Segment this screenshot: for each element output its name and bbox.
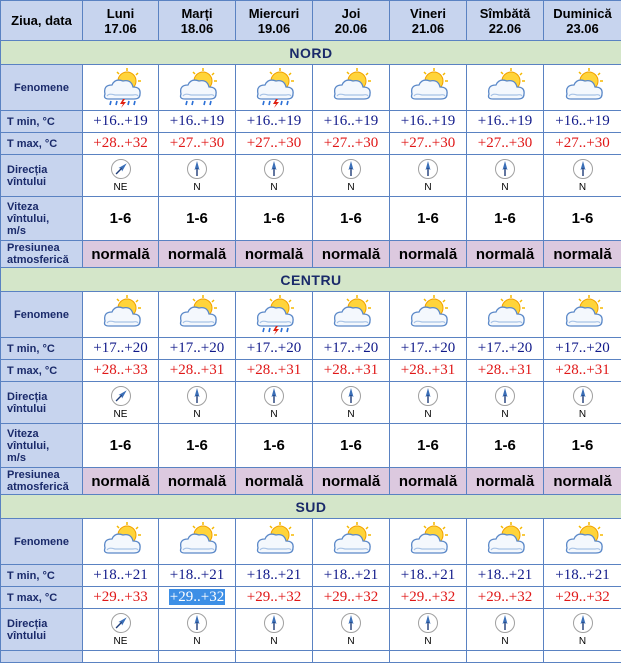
label-line: Direcția (7, 391, 47, 403)
tmin-cell: +18..+21 (467, 565, 544, 587)
cloud-sun-rain-storm-icon (97, 68, 145, 108)
tmin-cell: +18..+21 (544, 565, 621, 587)
wind-speed-cell: 1-6 (390, 424, 467, 468)
tmin-cell: +18..+21 (236, 565, 313, 587)
header-day: Duminică 23.06 (544, 1, 621, 41)
section-header-row (1, 495, 621, 519)
wind-direction-compass-icon (494, 612, 516, 634)
tmin-row (1, 565, 621, 587)
pressure-cell: normală (159, 468, 236, 495)
tmin-cell: +17..+20 (83, 338, 159, 360)
tmin-cell: +17..+20 (159, 338, 236, 360)
tmax-cell (390, 587, 467, 609)
tmax-value: +27..+30 (324, 135, 378, 151)
row-label (1, 241, 83, 268)
phenomena-cell (83, 65, 159, 111)
wind-direction-compass-icon (572, 612, 594, 634)
wind-direction-compass-icon (572, 158, 594, 180)
phenomena-row (1, 292, 621, 338)
wind-direction-cell (313, 609, 390, 651)
phenomena-cell (159, 292, 236, 338)
tmax-cell (467, 360, 544, 382)
phenomena-cell (544, 292, 621, 338)
tmax-value: +27..+30 (247, 135, 301, 151)
wind-direction-cell (544, 609, 621, 651)
wind-speed-cell: 1-6 (83, 424, 159, 468)
tmax-value: +28..+31 (170, 362, 224, 378)
pressure-cell: normală (83, 468, 159, 495)
wind-direction-text: N (159, 409, 235, 420)
wind-speed-cell: 1-6 (83, 197, 159, 241)
wind-speed-row (1, 651, 621, 663)
tmax-cell (467, 587, 544, 609)
phenomena-cell (236, 65, 313, 111)
pressure-cell: normală (390, 468, 467, 495)
wind-speed-cell: 1-6 (544, 197, 621, 241)
wind-direction-row (1, 609, 621, 651)
phenomena-cell (313, 292, 390, 338)
wind-direction-text: NE (83, 182, 158, 193)
label-line: Viteza (7, 201, 39, 213)
wind-direction-cell (159, 382, 236, 424)
tmin-cell: +17..+20 (544, 338, 621, 360)
row-label: T min, °C (1, 565, 83, 587)
header-day: Vineri 21.06 (390, 1, 467, 41)
wind-direction-cell (313, 382, 390, 424)
label-line: Presiunea (7, 242, 60, 254)
row-label (1, 609, 83, 651)
wind-speed-row (1, 197, 621, 241)
pressure-cell: normală (236, 241, 313, 268)
tmax-value: +29..+32 (478, 589, 532, 605)
tmin-cell: +16..+19 (313, 111, 390, 133)
tmax-value: +29..+32 (401, 589, 455, 605)
cloud-sun-icon (173, 295, 221, 335)
row-label: Fenomene (1, 519, 83, 565)
tmax-cell (236, 360, 313, 382)
tmax-cell (390, 133, 467, 155)
tmin-cell: +17..+20 (467, 338, 544, 360)
row-label: T max, °C (1, 133, 83, 155)
tmax-value: +29..+32 (324, 589, 378, 605)
phenomena-cell (544, 65, 621, 111)
cloud-sun-icon (327, 522, 375, 562)
wind-direction-cell (467, 155, 544, 197)
tmin-cell: +18..+21 (159, 565, 236, 587)
wind-direction-text: N (390, 636, 466, 647)
tmin-cell: +18..+21 (313, 565, 390, 587)
wind-direction-compass-icon (494, 158, 516, 180)
tmax-value: +28..+31 (247, 362, 301, 378)
row-label: T max, °C (1, 360, 83, 382)
empty-cell (467, 651, 544, 663)
label-line: Presiunea (7, 469, 60, 481)
wind-speed-cell: 1-6 (236, 197, 313, 241)
phenomena-cell (236, 292, 313, 338)
wind-direction-text: NE (83, 409, 158, 420)
phenomena-cell (83, 519, 159, 565)
pressure-cell: normală (236, 468, 313, 495)
cloud-sun-icon (97, 522, 145, 562)
header-day: Joi 20.06 (313, 1, 390, 41)
cloud-sun-rain-icon (173, 68, 221, 108)
tmax-value: +27..+30 (170, 135, 224, 151)
tmin-cell: +16..+19 (544, 111, 621, 133)
wind-direction-row (1, 155, 621, 197)
wind-direction-text: N (236, 636, 312, 647)
tmin-cell: +16..+19 (467, 111, 544, 133)
wind-speed-cell: 1-6 (159, 197, 236, 241)
cloud-sun-rain-storm-icon (250, 68, 298, 108)
phenomena-cell (313, 65, 390, 111)
wind-direction-cell (159, 155, 236, 197)
pressure-row (1, 468, 621, 495)
empty-cell (1, 651, 83, 663)
tmin-cell: +16..+19 (390, 111, 467, 133)
tmax-cell (83, 133, 159, 155)
label-line: m/s (7, 225, 26, 237)
wind-direction-compass-icon (417, 385, 439, 407)
tmin-cell: +17..+20 (390, 338, 467, 360)
tmax-cell (83, 360, 159, 382)
phenomena-cell (159, 65, 236, 111)
wind-direction-cell (83, 382, 159, 424)
tmax-cell (313, 360, 390, 382)
section-header-row (1, 41, 621, 65)
cloud-sun-icon (559, 295, 607, 335)
tmin-cell: +16..+19 (159, 111, 236, 133)
tmax-cell (544, 360, 621, 382)
wind-direction-text: N (236, 409, 312, 420)
pressure-cell: normală (467, 468, 544, 495)
header-date-label: Ziua, data (1, 1, 83, 41)
tmin-row (1, 111, 621, 133)
wind-speed-cell: 1-6 (544, 424, 621, 468)
empty-cell (544, 651, 621, 663)
tmax-value: +28..+33 (93, 362, 147, 378)
wind-direction-cell (83, 155, 159, 197)
wind-direction-text: N (467, 409, 543, 420)
wind-direction-cell (236, 155, 313, 197)
tmax-value: +27..+30 (478, 135, 532, 151)
phenomena-row (1, 65, 621, 111)
pressure-cell: normală (83, 241, 159, 268)
phenomena-cell (236, 519, 313, 565)
tmax-value: +28..+31 (555, 362, 609, 378)
wind-speed-row (1, 424, 621, 468)
phenomena-cell (467, 65, 544, 111)
tmax-value: +28..+31 (478, 362, 532, 378)
section-title: NORD (1, 41, 621, 65)
wind-direction-compass-icon (110, 385, 132, 407)
cloud-sun-icon (327, 295, 375, 335)
selected-text: +29..+32 (169, 589, 225, 605)
wind-speed-cell: 1-6 (159, 424, 236, 468)
wind-direction-compass-icon (494, 385, 516, 407)
wind-direction-cell (390, 609, 467, 651)
wind-direction-compass-icon (186, 612, 208, 634)
wind-direction-text: NE (83, 636, 158, 647)
section-title: SUD (1, 495, 621, 519)
wind-direction-compass-icon (417, 612, 439, 634)
cloud-sun-icon (481, 522, 529, 562)
header-day: Miercuri 19.06 (236, 1, 313, 41)
tmin-cell: +17..+20 (313, 338, 390, 360)
tmax-cell (390, 360, 467, 382)
wind-direction-cell (159, 609, 236, 651)
tmax-cell (313, 587, 390, 609)
tmax-cell (159, 587, 236, 609)
wind-speed-cell: 1-6 (236, 424, 313, 468)
wind-direction-cell (467, 382, 544, 424)
header-day: Luni 17.06 (83, 1, 159, 41)
tmax-cell (236, 587, 313, 609)
tmax-value: +27..+30 (555, 135, 609, 151)
cloud-sun-icon (559, 522, 607, 562)
cloud-sun-icon (250, 522, 298, 562)
wind-direction-cell (236, 609, 313, 651)
wind-direction-compass-icon (186, 158, 208, 180)
cloud-sun-icon (97, 295, 145, 335)
phenomena-cell (467, 292, 544, 338)
phenomena-cell (83, 292, 159, 338)
tmax-cell (159, 360, 236, 382)
label-line: atmosferică (7, 481, 69, 493)
tmin-row (1, 338, 621, 360)
wind-direction-compass-icon (340, 612, 362, 634)
section-title: CENTRU (1, 268, 621, 292)
tmax-row (1, 133, 621, 155)
wind-direction-text: N (544, 182, 621, 193)
empty-cell (313, 651, 390, 663)
label-line: vîntului (7, 630, 46, 642)
tmin-cell: +18..+21 (83, 565, 159, 587)
empty-cell (83, 651, 159, 663)
phenomena-cell (390, 65, 467, 111)
row-label (1, 197, 83, 241)
tmax-cell (467, 133, 544, 155)
tmax-value: +29..+33 (93, 589, 147, 605)
wind-direction-compass-icon (263, 612, 285, 634)
label-line: vîntului, (7, 440, 49, 452)
tmax-value: +28..+31 (324, 362, 378, 378)
wind-direction-cell (236, 382, 313, 424)
phenomena-row (1, 519, 621, 565)
cloud-sun-icon (327, 68, 375, 108)
row-label: T min, °C (1, 111, 83, 133)
wind-direction-compass-icon (263, 385, 285, 407)
empty-cell (390, 651, 467, 663)
tmax-cell (83, 587, 159, 609)
wind-direction-text: N (390, 409, 466, 420)
wind-direction-text: N (313, 182, 389, 193)
wind-speed-cell: 1-6 (467, 424, 544, 468)
label-line: Direcția (7, 618, 47, 630)
wind-direction-compass-icon (417, 158, 439, 180)
wind-direction-text: N (467, 636, 543, 647)
wind-speed-cell: 1-6 (467, 197, 544, 241)
pressure-cell: normală (313, 241, 390, 268)
tmax-row (1, 360, 621, 382)
row-label (1, 468, 83, 495)
pressure-cell: normală (544, 241, 621, 268)
tmax-value: +28..+31 (401, 362, 455, 378)
cloud-sun-icon (404, 295, 452, 335)
wind-speed-cell: 1-6 (313, 197, 390, 241)
phenomena-cell (159, 519, 236, 565)
wind-direction-compass-icon (340, 158, 362, 180)
wind-direction-row (1, 382, 621, 424)
wind-direction-cell (467, 609, 544, 651)
phenomena-cell (467, 519, 544, 565)
wind-direction-text: N (467, 182, 543, 193)
header-row (1, 1, 621, 41)
tmax-value: +27..+30 (401, 135, 455, 151)
cloud-sun-icon (404, 68, 452, 108)
tmax-value: +29..+32 (555, 589, 609, 605)
cloud-sun-icon (559, 68, 607, 108)
phenomena-cell (544, 519, 621, 565)
wind-direction-compass-icon (572, 385, 594, 407)
row-label (1, 424, 83, 468)
wind-direction-cell (390, 382, 467, 424)
wind-direction-text: N (236, 182, 312, 193)
wind-direction-cell (313, 155, 390, 197)
label-line: Direcția (7, 164, 47, 176)
header-day: Marți 18.06 (159, 1, 236, 41)
pressure-row (1, 241, 621, 268)
tmin-cell: +16..+19 (236, 111, 313, 133)
phenomena-cell (390, 292, 467, 338)
pressure-cell: normală (159, 241, 236, 268)
cloud-sun-rain-storm-icon (250, 295, 298, 335)
wind-direction-cell (544, 382, 621, 424)
header-day: Sîmbătă 22.06 (467, 1, 544, 41)
wind-direction-text: N (544, 409, 621, 420)
cloud-sun-icon (481, 295, 529, 335)
label-line: atmosferică (7, 254, 69, 266)
tmax-cell (313, 133, 390, 155)
tmax-cell (544, 133, 621, 155)
pressure-cell: normală (467, 241, 544, 268)
pressure-cell: normală (313, 468, 390, 495)
row-label (1, 155, 83, 197)
section-header-row (1, 268, 621, 292)
wind-direction-cell (83, 609, 159, 651)
wind-direction-cell (544, 155, 621, 197)
wind-direction-text: N (313, 409, 389, 420)
wind-direction-compass-icon (186, 385, 208, 407)
label-line: vîntului, (7, 213, 49, 225)
empty-cell (236, 651, 313, 663)
wind-direction-text: N (159, 182, 235, 193)
wind-direction-text: N (159, 636, 235, 647)
wind-direction-text: N (544, 636, 621, 647)
wind-speed-cell: 1-6 (390, 197, 467, 241)
wind-direction-compass-icon (110, 158, 132, 180)
cloud-sun-icon (404, 522, 452, 562)
wind-direction-compass-icon (110, 612, 132, 634)
tmax-cell (159, 133, 236, 155)
row-label: T min, °C (1, 338, 83, 360)
tmax-cell (544, 587, 621, 609)
empty-cell (159, 651, 236, 663)
tmax-cell (236, 133, 313, 155)
label-line: vîntului (7, 176, 46, 188)
row-label: T max, °C (1, 587, 83, 609)
wind-direction-text: N (390, 182, 466, 193)
tmin-cell: +18..+21 (390, 565, 467, 587)
phenomena-cell (390, 519, 467, 565)
row-label: Fenomene (1, 65, 83, 111)
pressure-cell: normală (390, 241, 467, 268)
tmin-cell: +17..+20 (236, 338, 313, 360)
label-line: vîntului (7, 403, 46, 415)
row-label: Fenomene (1, 292, 83, 338)
phenomena-cell (313, 519, 390, 565)
tmax-value: +29..+32 (247, 589, 301, 605)
wind-speed-cell: 1-6 (313, 424, 390, 468)
tmax-row (1, 587, 621, 609)
row-label (1, 382, 83, 424)
wind-direction-compass-icon (340, 385, 362, 407)
wind-direction-compass-icon (263, 158, 285, 180)
label-line: Viteza (7, 428, 39, 440)
wind-direction-text: N (313, 636, 389, 647)
label-line: m/s (7, 452, 26, 464)
tmax-value: +28..+32 (93, 135, 147, 151)
cloud-sun-icon (173, 522, 221, 562)
tmin-cell: +16..+19 (83, 111, 159, 133)
pressure-cell: normală (544, 468, 621, 495)
wind-direction-cell (390, 155, 467, 197)
cloud-sun-icon (481, 68, 529, 108)
